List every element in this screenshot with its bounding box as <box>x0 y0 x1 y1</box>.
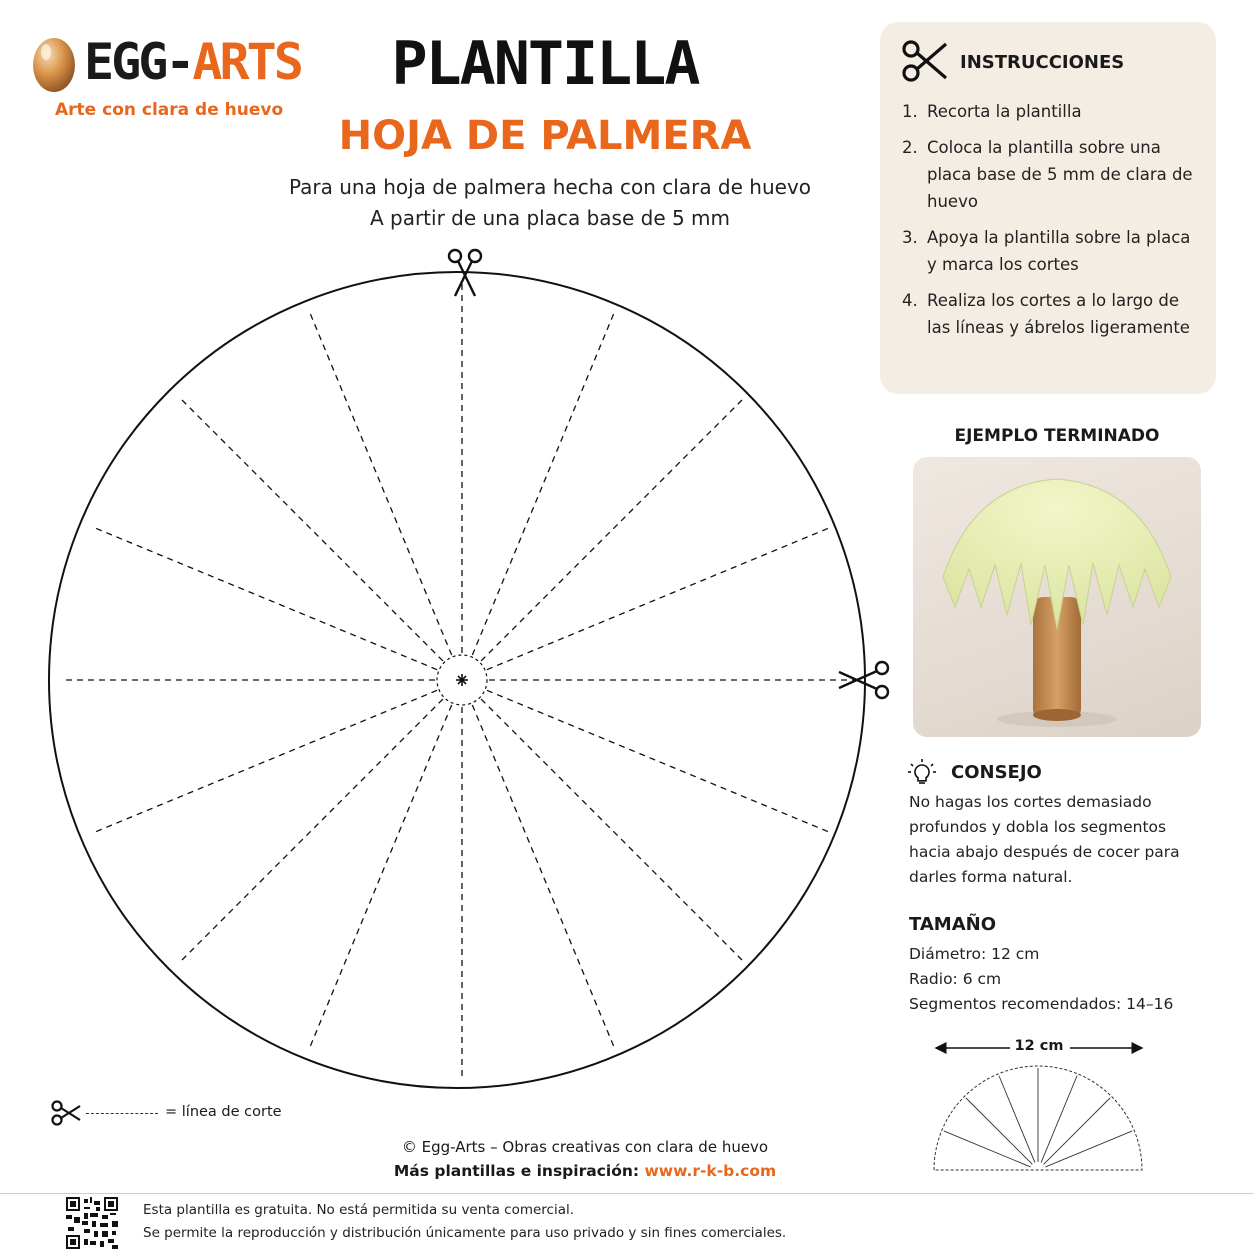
legend-text: = línea de corte <box>165 1104 282 1120</box>
size-list <box>909 942 1209 1017</box>
cut-line <box>181 699 443 961</box>
size-diagram-label: 12 cm <box>1010 1038 1068 1054</box>
legal-notice: Esta plantilla es gratuita. No está permitida su venta comercial. Se permite la reproducción y distribución únicamente para uso privado y sin fines comerciales. <box>143 1202 787 1241</box>
cut-line <box>310 705 452 1048</box>
instructions-title: INSTRUCCIONES <box>960 52 1125 73</box>
scissors-icon <box>900 38 950 84</box>
palm-tree-image <box>913 457 1201 737</box>
more-templates: Más plantillas e inspiración: www.r-k-b.com <box>393 1162 777 1180</box>
size-diagram <box>920 1036 1160 1176</box>
cut-line <box>310 312 452 655</box>
palm-leaf-template <box>0 230 900 1110</box>
scissors-icon <box>50 1100 82 1126</box>
list-item: 1. Recorta la plantilla <box>902 102 1082 121</box>
cut-line <box>487 528 830 670</box>
website-link[interactable]: www.r-k-b.com <box>644 1162 777 1180</box>
cut-line <box>481 399 743 661</box>
size-segments: Segmentos recomendados: 14–16 <box>909 995 1174 1013</box>
list-item: 3. Apoya la plantilla sobre la placa y marca los cortes <box>902 228 1191 274</box>
legend-dash-line <box>86 1113 158 1114</box>
cut-line <box>94 528 437 670</box>
page-subtitle: HOJA DE PALMERA <box>338 113 752 159</box>
logo-subtitle: Arte con clara de huevo <box>55 100 284 120</box>
page-title: PLANTILLA <box>391 29 699 99</box>
page-description: Para una hoja de palmera hecha con clara de huevo A partir de una placa base de 5 mm <box>288 175 812 230</box>
copyright: © Egg-Arts – Obras creativas con clara de huevo <box>401 1138 769 1156</box>
qr-code-icon[interactable] <box>66 1197 118 1249</box>
cut-line <box>487 690 830 832</box>
cut-line <box>181 399 443 661</box>
cut-line <box>472 312 614 655</box>
size-title: TAMAÑO <box>909 914 997 935</box>
example-photo <box>913 457 1201 737</box>
cut-line <box>94 690 437 832</box>
logo-wordmark: EGG-ARTS <box>84 33 301 91</box>
mini-cut-lines <box>944 1068 1132 1167</box>
footer-divider <box>0 1193 1254 1194</box>
egg-logo-icon <box>30 30 78 94</box>
size-diameter: Diámetro: 12 cm <box>909 945 1040 963</box>
example-title: EJEMPLO TERMINADO <box>954 426 1160 446</box>
tip-title: CONSEJO <box>951 762 1042 783</box>
size-radius: Radio: 6 cm <box>909 970 1002 988</box>
instructions-list <box>900 98 1200 350</box>
cut-line <box>481 699 743 961</box>
list-item: 4. Realiza los cortes a lo largo de las líneas y ábrelos ligeramente <box>902 291 1190 337</box>
list-item: 2. Coloca la plantilla sobre una placa base de 5 mm de clara de huevo <box>902 138 1193 211</box>
cut-line <box>472 705 614 1048</box>
lightbulb-icon <box>906 757 938 789</box>
tip-text: No hagas los cortes demasiado profundos y dobla los segmentos hacia abajo después de cocer para darles forma natural. <box>909 793 1180 886</box>
